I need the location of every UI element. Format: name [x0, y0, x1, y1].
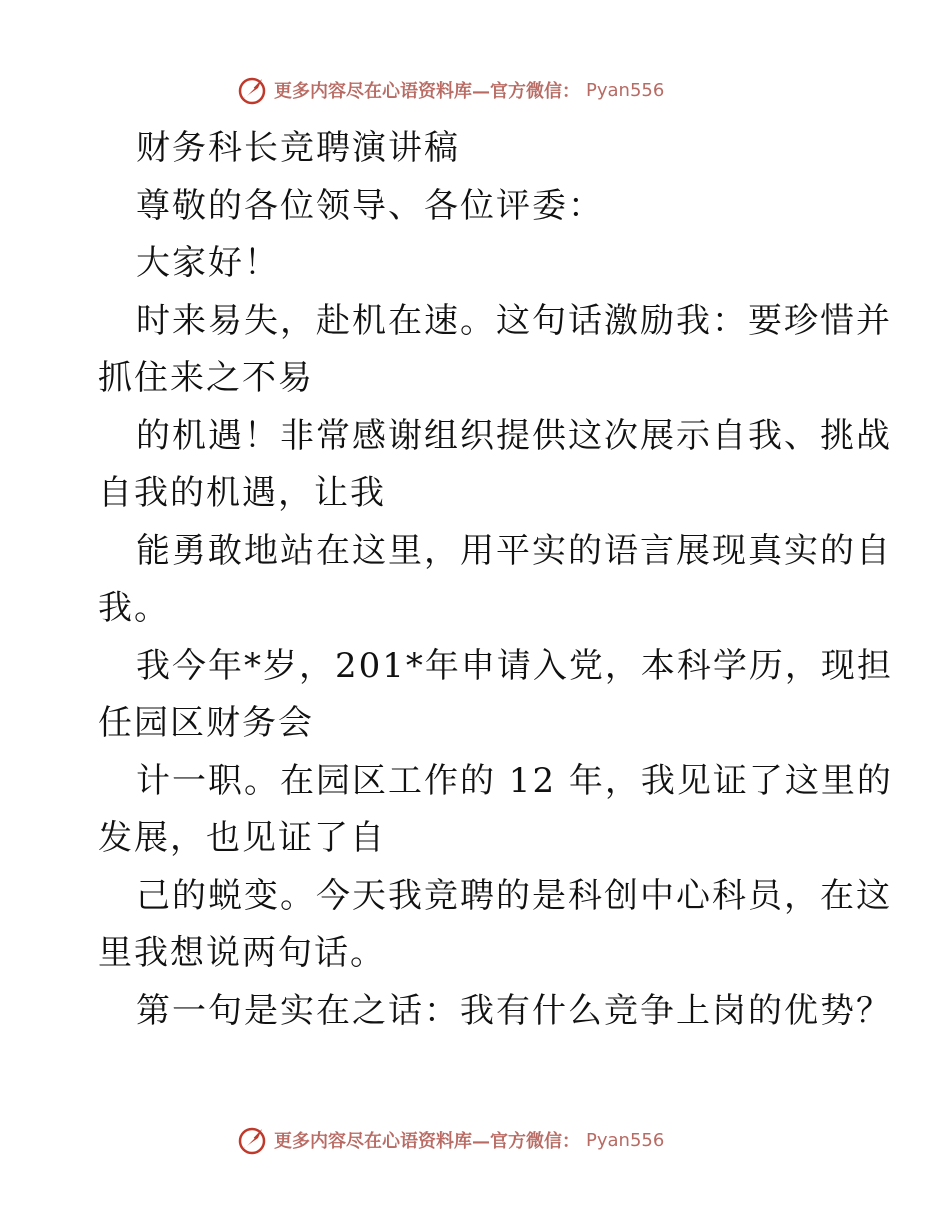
greeting: 大家好！ — [136, 243, 280, 283]
banner-wechat-id: Pyan556 — [586, 79, 665, 101]
quill-logo-icon — [236, 1124, 268, 1156]
text-line: 我今年*岁，201*年申请入党，本科学历，现担 — [136, 645, 893, 686]
text-line: 己的蜕变。今天我竞聘的是科创中心科员，在这 — [136, 875, 892, 916]
text-line: 的机遇！非常感谢组织提供这次展示自我、挑战 — [136, 415, 892, 456]
banner-text: 更多内容尽在心语资料库—官方微信： — [274, 81, 580, 102]
text-line: 任园区财务会 — [98, 703, 314, 743]
text-line: 计一职。在园区工作的 12 年，我见证了这里的 — [136, 760, 893, 801]
text-line: 能勇敢地站在这里，用平实的语言展现真实的自 — [136, 530, 892, 571]
text-line: 时来易失，赴机在速。这句话激励我：要珍惜并 — [136, 300, 892, 341]
document-body — [98, 120, 893, 1040]
text-line: 抓住来之不易 — [98, 358, 314, 398]
salutation: 尊敬的各位领导、各位评委： — [136, 185, 604, 226]
banner-wechat-id: Pyan556 — [586, 1129, 665, 1151]
text-line: 自我的机遇，让我 — [98, 473, 386, 513]
header-banner — [236, 72, 664, 108]
quill-logo-icon — [236, 74, 268, 106]
footer-banner — [236, 1122, 664, 1158]
doc-title: 财务科长竞聘演讲稿 — [136, 128, 460, 168]
text-line: 我。 — [98, 588, 170, 628]
text-line: 第一句是实在之话：我有什么竞争上岗的优势？ — [136, 990, 892, 1031]
text-line: 里我想说两句话。 — [98, 933, 386, 973]
text-line: 发展，也见证了自 — [98, 818, 386, 858]
banner-text: 更多内容尽在心语资料库—官方微信： — [274, 1131, 580, 1152]
